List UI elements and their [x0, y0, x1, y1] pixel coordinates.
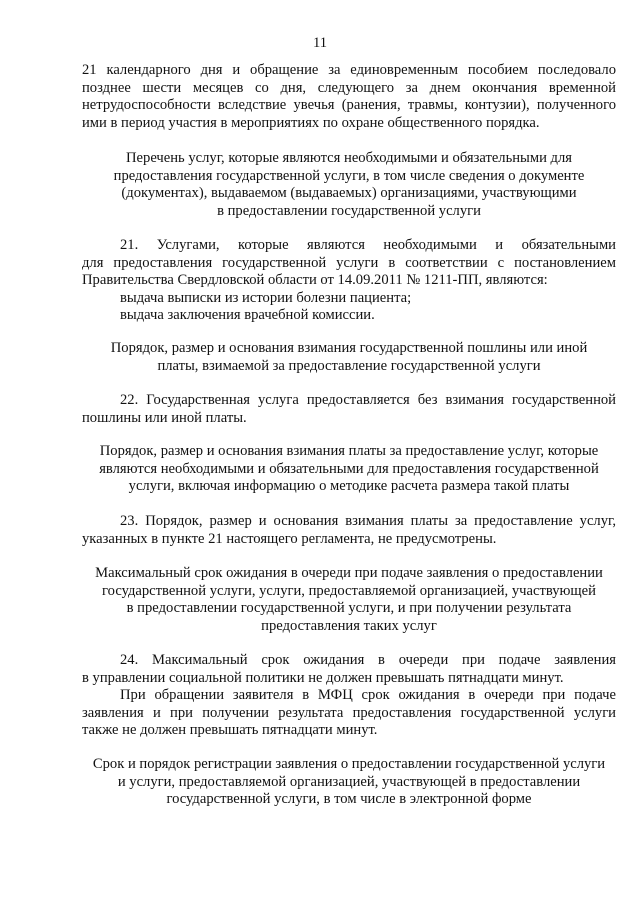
- heading-line: государственной услуги, услуги, предоставляемой организацией, участвующей: [102, 582, 596, 599]
- text-line: 24. Максимальный срок ожидания в очереди при подаче заявления: [120, 652, 616, 668]
- heading-line: услуги, включая информацию о методике расчета размера такой платы: [128, 478, 570, 495]
- text-line: 23. Порядок, размер и основания взимания платы за предоставление услуг,: [120, 513, 616, 529]
- text-line: 22. Государственная услуга предоставляется без взимания государственной: [120, 392, 616, 408]
- heading-line: Срок и порядок регистрации заявления о предоставлении государственной услуги: [92, 756, 606, 772]
- text-line: позднее шести месяцев со дня, следующего за днем окончания временной: [82, 79, 616, 96]
- text-line: 21 календарного дня и обращение за единовременным пособием последовало: [82, 62, 616, 78]
- heading-line: и услуги, предоставляемой организацией, участвующей в предоставлении: [117, 773, 581, 790]
- heading-line: предоставления государственной услуги, в том числе сведения о документе: [113, 167, 585, 184]
- text-line: также не должен превышать пятнадцати минут.: [82, 722, 378, 739]
- list-item: выдача выписки из истории болезни пациента;: [120, 289, 412, 306]
- heading-line: платы, взимаемой за предоставление государственной услуги: [157, 357, 541, 374]
- heading-line: (документах), выдаваемом (выдаваемых) организациями, участвующими: [121, 185, 577, 202]
- page-number: 11: [312, 35, 328, 51]
- section-heading-required-services: [82, 150, 616, 220]
- heading-line: Порядок, размер и основания взимания государственной пошлины или иной: [110, 340, 588, 356]
- heading-line: государственной услуги, в том числе в электронной форме: [166, 791, 532, 808]
- section-heading-registration: [82, 756, 616, 809]
- text-line: ими в период участия в мероприятиях по охране общественного порядка.: [82, 114, 540, 131]
- paragraph-item-21: [82, 237, 616, 325]
- paragraph-benefit-deadline: [82, 62, 616, 132]
- heading-line: Максимальный срок ожидания в очереди при подаче заявления о предоставлении: [95, 565, 603, 581]
- text-line: для предоставления государственной услуги в соответствии с постановлением: [82, 254, 616, 271]
- paragraph-item-22: [82, 392, 616, 427]
- paragraph-item-24: [82, 652, 616, 740]
- text-line: нетрудоспособности вследствие увечья (ранения, травмы, контузии), полученного: [82, 97, 616, 114]
- heading-line: предоставления таких услуг: [261, 617, 437, 634]
- heading-line: являются необходимыми и обязательными для предоставления государственной: [99, 460, 599, 477]
- heading-line: Перечень услуг, которые являются необходимыми и обязательными для: [126, 150, 572, 166]
- section-heading-service-fee: [82, 443, 616, 496]
- text-line: пошлины или иной платы.: [82, 409, 247, 426]
- text-line: указанных в пункте 21 настоящего регламента, не предусмотрены.: [82, 530, 497, 547]
- heading-line: в предоставлении государственной услуги, и при получении результата: [126, 600, 572, 617]
- text-line: Правительства Свердловской области от 14.09.2011 № 1211-ПП, являются:: [82, 272, 548, 289]
- section-heading-state-fee: [82, 340, 616, 375]
- heading-line: в предоставлении государственной услуги: [217, 202, 481, 219]
- text-line: заявления и при получении результата предоставления государственной услуги: [82, 704, 616, 721]
- text-line: в управлении социальной политики не должен превышать пятнадцати минут.: [82, 669, 564, 686]
- text-line: 21. Услугами, которые являются необходимыми и обязательными: [120, 237, 616, 253]
- section-heading-queue-time: [82, 565, 616, 635]
- heading-line: Порядок, размер и основания взимания платы за предоставление услуг, которые: [99, 443, 599, 459]
- list-item: выдача заключения врачебной комиссии.: [120, 307, 375, 324]
- paragraph-item-23: [82, 513, 616, 548]
- text-line: При обращении заявителя в МФЦ срок ожидания в очереди при подаче: [120, 687, 616, 704]
